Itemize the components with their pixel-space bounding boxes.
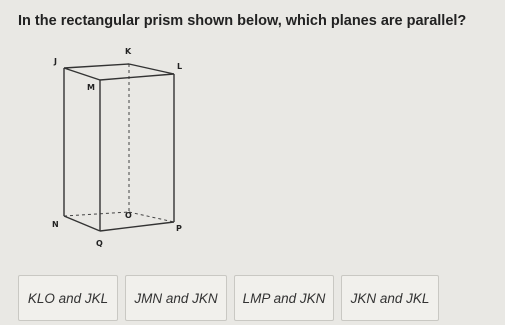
edge-K-L: [129, 64, 174, 74]
edge-O-P: [129, 212, 174, 222]
edge-N-Q: [64, 216, 100, 231]
choice-button-1[interactable]: [18, 275, 118, 321]
vertex-label-M: M: [87, 83, 95, 92]
edge-N-O: [64, 212, 129, 216]
edge-J-K: [64, 64, 129, 68]
choice-label: JKN and JKL: [350, 290, 430, 306]
answer-choices: [0, 270, 505, 325]
vertex-label-O: O: [125, 211, 132, 220]
choice-button-2[interactable]: [125, 275, 227, 321]
choice-label: JMN and JKN: [134, 290, 218, 306]
question-text: In the rectangular prism shown below, which planes are parallel?: [18, 13, 467, 29]
choice-label: LMP and JKN: [242, 290, 326, 306]
edge-J-M: [64, 68, 100, 80]
vertex-label-N: N: [52, 220, 59, 229]
vertex-label-L: L: [177, 62, 183, 71]
vertex-label-Q: Q: [96, 239, 103, 248]
edge-M-L: [100, 74, 174, 80]
vertex-label-J: J: [54, 57, 57, 66]
choice-button-3[interactable]: [234, 275, 334, 321]
vertex-label-P: P: [176, 224, 182, 233]
prism-figure: [40, 40, 200, 255]
choice-button-4[interactable]: [341, 275, 439, 321]
choice-label: KLO and JKL: [27, 290, 109, 306]
edge-Q-P: [100, 222, 174, 231]
vertex-label-K: K: [125, 47, 132, 56]
prism-diagram: [40, 40, 200, 255]
